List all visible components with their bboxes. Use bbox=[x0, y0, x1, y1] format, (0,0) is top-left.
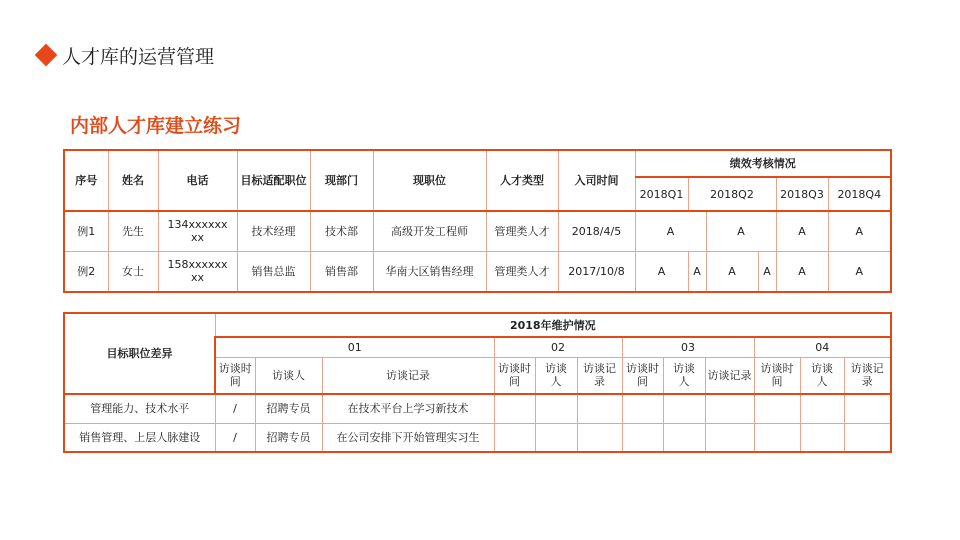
header-join-date: 入司时间 bbox=[558, 150, 635, 211]
cell-gap: 销售管理、上层人脉建设 bbox=[64, 423, 215, 452]
cell-perf: A bbox=[635, 251, 688, 292]
cell-empty bbox=[577, 423, 622, 452]
quarter-q4: 2018Q4 bbox=[828, 177, 891, 211]
sub-interview-time: 访谈时间 bbox=[494, 357, 535, 394]
cell-perf: A bbox=[776, 251, 828, 292]
cell-empty bbox=[663, 423, 705, 452]
cell-perf: A bbox=[706, 251, 758, 292]
cell-empty bbox=[535, 394, 577, 423]
sub-interviewer: 访谈人 bbox=[535, 357, 577, 394]
cell-time: / bbox=[215, 423, 255, 452]
cell-type: 管理类人才 bbox=[486, 251, 558, 292]
table-row bbox=[64, 251, 891, 292]
cell-record: 在技术平台上学习新技术 bbox=[322, 394, 494, 423]
header-seq: 序号 bbox=[64, 150, 108, 211]
talent-pool-table bbox=[63, 149, 892, 293]
cell-position: 高级开发工程师 bbox=[373, 211, 486, 251]
cell-name: 女士 bbox=[108, 251, 158, 292]
header-current-position: 现职位 bbox=[373, 150, 486, 211]
sub-interviewer: 访谈人 bbox=[663, 357, 705, 394]
cell-phone: 134xxxxxxxx bbox=[158, 211, 237, 251]
cell-empty bbox=[622, 423, 663, 452]
cell-empty bbox=[663, 394, 705, 423]
page-title: 人才库的运营管理 bbox=[62, 46, 215, 68]
cell-dept: 技术部 bbox=[310, 211, 373, 251]
cell-date: 2017/10/8 bbox=[558, 251, 635, 292]
cell-empty bbox=[494, 423, 535, 452]
table-row bbox=[64, 394, 891, 423]
section-title: 内部人才库建立练习 bbox=[70, 115, 242, 137]
cell-phone: 158xxxxxxxx bbox=[158, 251, 237, 292]
sub-interview-record: 访谈记录 bbox=[322, 357, 494, 394]
header-2018-maintenance: 2018年维护情况 bbox=[215, 313, 891, 337]
header-position-gap: 目标职位差异 bbox=[64, 313, 215, 394]
group-04: 04 bbox=[754, 337, 891, 357]
cell-empty bbox=[705, 394, 754, 423]
cell-perf-q4: A bbox=[828, 211, 891, 251]
cell-date: 2018/4/5 bbox=[558, 211, 635, 251]
cell-target: 销售总监 bbox=[237, 251, 310, 292]
cell-seq: 例1 bbox=[64, 211, 108, 251]
cell-empty bbox=[844, 394, 891, 423]
cell-perf: A bbox=[828, 251, 891, 292]
cell-perf: A bbox=[688, 251, 706, 292]
cell-perf-q3: A bbox=[776, 211, 828, 251]
quarter-q3: 2018Q3 bbox=[776, 177, 828, 211]
cell-dept: 销售部 bbox=[310, 251, 373, 292]
cell-empty bbox=[754, 423, 800, 452]
cell-seq: 例2 bbox=[64, 251, 108, 292]
cell-empty bbox=[577, 394, 622, 423]
cell-empty bbox=[754, 394, 800, 423]
cell-empty bbox=[800, 423, 844, 452]
cell-time: / bbox=[215, 394, 255, 423]
table-row bbox=[64, 423, 891, 452]
cell-empty bbox=[535, 423, 577, 452]
sub-interview-record: 访谈记录 bbox=[577, 357, 622, 394]
sub-interview-record: 访谈记录 bbox=[844, 357, 891, 394]
sub-interview-time: 访谈时间 bbox=[622, 357, 663, 394]
cell-gap: 管理能力、技术水平 bbox=[64, 394, 215, 423]
cell-person: 招聘专员 bbox=[255, 394, 322, 423]
sub-interview-time: 访谈时间 bbox=[754, 357, 800, 394]
cell-record: 在公司安排下开始管理实习生 bbox=[322, 423, 494, 452]
cell-empty bbox=[800, 394, 844, 423]
header-performance: 绩效考核情况 bbox=[635, 150, 891, 177]
cell-empty bbox=[844, 423, 891, 452]
group-02: 02 bbox=[494, 337, 622, 357]
cell-empty bbox=[622, 394, 663, 423]
cell-perf-q1: A bbox=[635, 211, 706, 251]
cell-position: 华南大区销售经理 bbox=[373, 251, 486, 292]
cell-person: 招聘专员 bbox=[255, 423, 322, 452]
cell-empty bbox=[494, 394, 535, 423]
quarter-q1: 2018Q1 bbox=[635, 177, 688, 211]
sub-interviewer: 访谈人 bbox=[800, 357, 844, 394]
header-talent-type: 人才类型 bbox=[486, 150, 558, 211]
cell-name: 先生 bbox=[108, 211, 158, 251]
sub-interviewer: 访谈人 bbox=[255, 357, 322, 394]
sub-interview-record: 访谈记录 bbox=[705, 357, 754, 394]
cell-perf: A bbox=[758, 251, 776, 292]
header-current-dept: 现部门 bbox=[310, 150, 373, 211]
sub-interview-time: 访谈时间 bbox=[215, 357, 255, 394]
group-03: 03 bbox=[622, 337, 754, 357]
cell-type: 管理类人才 bbox=[486, 211, 558, 251]
group-01: 01 bbox=[215, 337, 494, 357]
cell-target: 技术经理 bbox=[237, 211, 310, 251]
header-name: 姓名 bbox=[108, 150, 158, 211]
header-phone: 电话 bbox=[158, 150, 237, 211]
header-target-position: 目标适配职位 bbox=[237, 150, 310, 211]
title-diamond-icon bbox=[35, 44, 58, 67]
cell-perf-q2: A bbox=[706, 211, 776, 251]
quarter-q2: 2018Q2 bbox=[688, 177, 776, 211]
cell-empty bbox=[705, 423, 754, 452]
table-row bbox=[64, 211, 891, 251]
maintenance-table bbox=[63, 312, 892, 453]
